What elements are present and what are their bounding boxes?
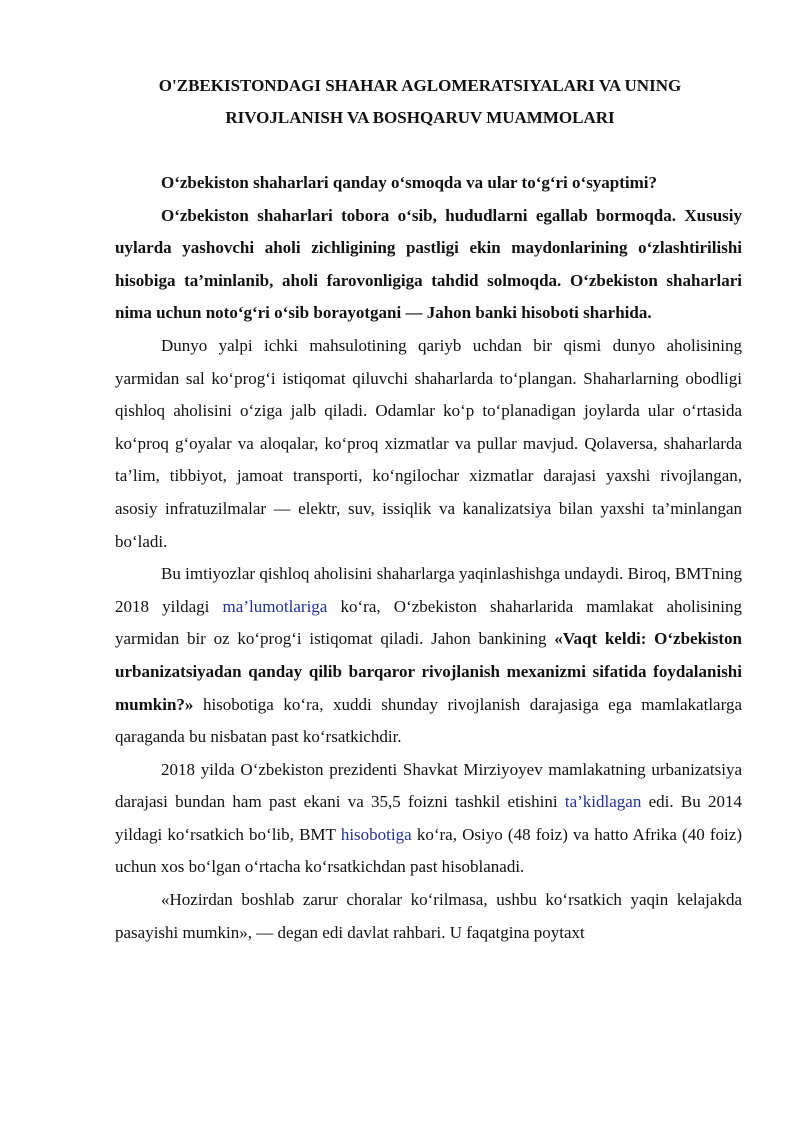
paragraph-2-text-b: ko‘ra, O‘zbekiston shaharlarida mamlakat aholisining yarmidan bir oz ko‘prog‘i istiqomat qiladi. Jahon bankining bbox=[115, 596, 743, 649]
paragraph-1: Dunyo yalpi ichki mahsulotining qariyb uchdan bir qismi dunyo aholisining yarmidan sal ko‘prog‘i istiqomat qiluvchi shaharlarda to‘plangan. Shaharlarning obodligi qishloq aholisini o‘ziga jalb qiladi. Odamlar ko‘p to‘planadigan joylarda ular o‘rtasida ko‘proq g‘oyalar va aloqalar, ko‘proq xizmatlar va pullar mavjud. Qolaversa, shaharlarda ta’lim, tibbiyot, jamoat transporti, ko‘ngilochar xizmatlar darajasi yaxshi rivojlangan, asosiy infratuzilmalar — elektr, suv, issiqlik va kanalizatsiya bilan yaxshi ta’minlangan bo‘ladi. bbox=[115, 335, 742, 551]
paragraph-3 bbox=[115, 754, 742, 884]
link-hisobotiga[interactable]: hisobotiga bbox=[340, 824, 412, 844]
paragraph-2 bbox=[115, 558, 742, 754]
paragraph-3-text-a: 2018 yilda O‘zbekiston prezidenti Shavkat Mirziyoyev mamlakatning urbanizatsiya darajasi bundan ham past ekani va 35,5 foizni tashkil etishini bbox=[115, 759, 742, 812]
paragraph-3-text-c: ko‘ra, Osiyo (48 foiz) va hatto Afrika (40 foiz) uchun xos bo‘lgan o‘rtacha ko‘rsatkichdan past hisoblanadi. bbox=[115, 824, 742, 877]
paragraph-3-text-b: edi. Bu 2014 yildagi ko‘rsatkich bo‘lib, BMT bbox=[115, 792, 742, 844]
lead-question: O‘zbekiston shaharlari qanday o‘smoqda va ular to‘g‘ri o‘syaptimi? bbox=[161, 173, 658, 192]
title-line-1: O'ZBEKISTONDAGI SHAHAR AGLOMERATSIYALARI VA UNING bbox=[158, 76, 682, 95]
document-body bbox=[115, 167, 742, 949]
paragraph-4: «Hozirdan boshlab zarur choralar ko‘rilmasa, ushbu ko‘rsatkich yaqin kelajakda pasayishi mumkin», — degan edi davlat rahbari. U faqatgina poytaxt bbox=[115, 890, 742, 942]
intro-paragraph: O‘zbekiston shaharlari tobora o‘sib, hududlarni egallab bormoqda. Xususiy uylarda yashovchi aholi zichligining pastligi ekin maydonlarining o‘zlashtirilishi hisobiga ta’minlanib, aholi farovonligiga tahdid solmoqda. O‘zbekiston shaharlari nima uchun noto‘g‘ri o‘sib borayotgani — Jahon banki hisoboti sharhida. bbox=[115, 205, 742, 323]
link-malumotlariga[interactable]: ma’lumotlariga bbox=[222, 596, 328, 616]
paragraph-2-text-a: Bu imtiyozlar qishloq aholisini shaharlarga yaqinlashishga undaydi. Biroq, BMTning 2018 yildagi bbox=[115, 564, 742, 616]
document-title bbox=[100, 70, 740, 134]
title-line-2: RIVOJLANISH VA BOSHQARUV MUAMMOLARI bbox=[225, 108, 615, 127]
link-takidlagan[interactable]: ta’kidlagan bbox=[564, 792, 642, 812]
paragraph-2-text-c: hisobotiga ko‘ra, xuddi shunday rivojlanish darajasiga ega mamlakatlarga qaraganda bu nisbatan past ko‘rsatkichdir. bbox=[115, 694, 742, 747]
report-title-bold: «Vaqt keldi: O‘zbekiston urbanizatsiyadan qanday qilib barqaror rivojlanish mexanizmi sifatida foydalanishi mumkin?» bbox=[115, 629, 743, 714]
